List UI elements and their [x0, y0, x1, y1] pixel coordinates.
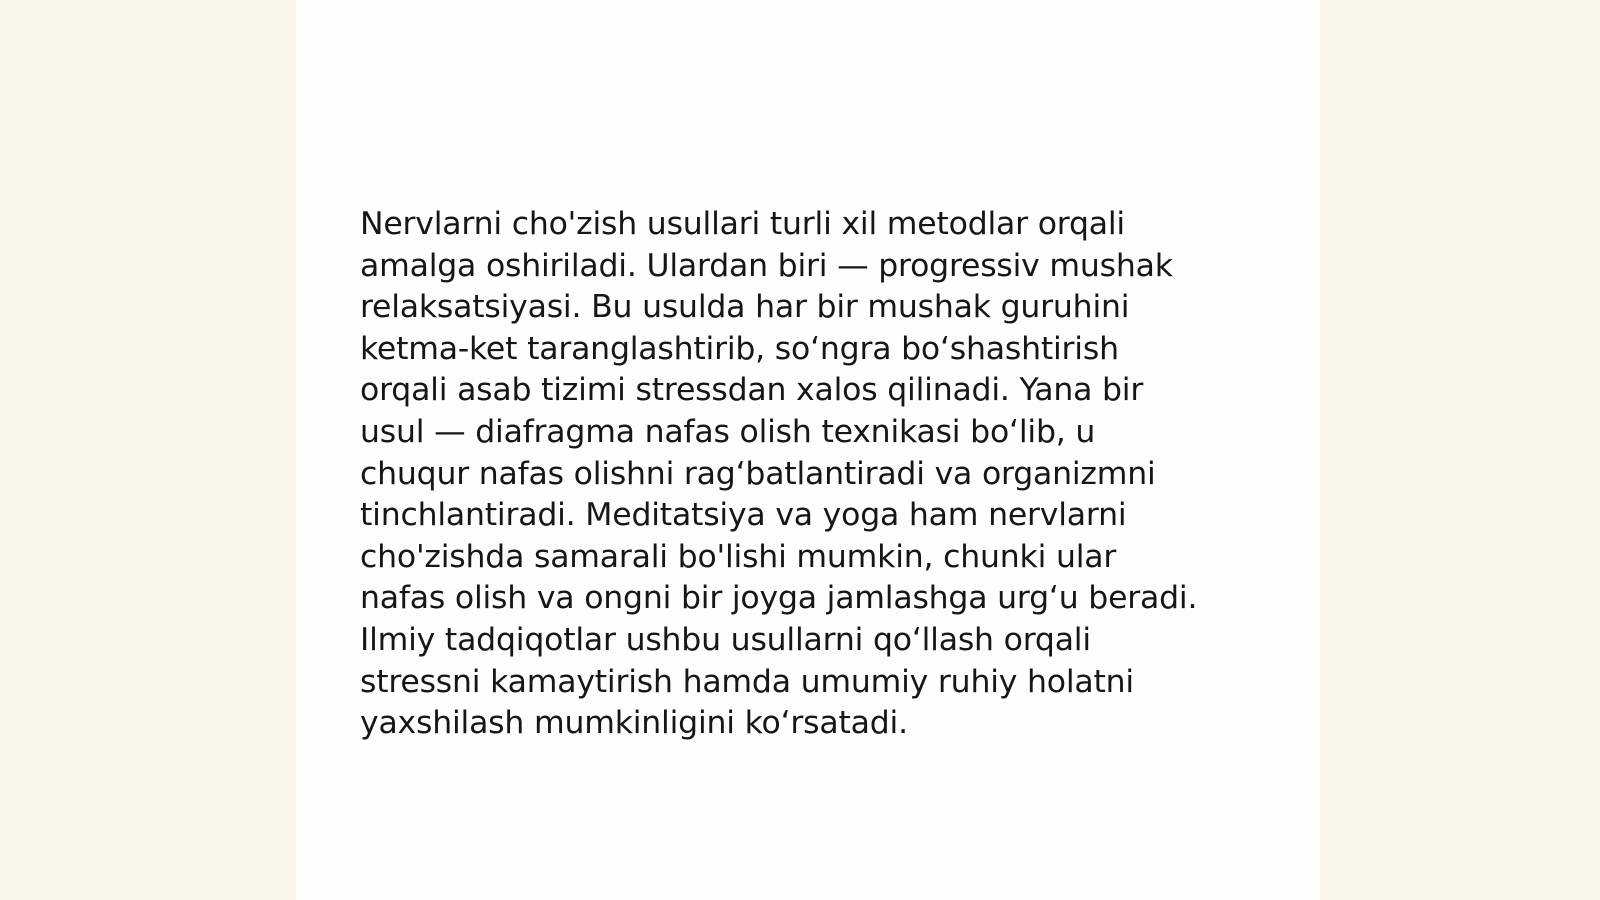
paragraph-line: Nervlarni cho'zish usullari turli xil metodlar orqali	[360, 206, 1125, 242]
paragraph-line: chuqur nafas olishni rag‘batlantiradi va organizmni	[360, 455, 1156, 492]
paragraph-line: Ilmiy tadqiqotlar ushbu usullarni qo‘llash orqali	[360, 621, 1091, 658]
body-paragraph	[360, 204, 1240, 745]
paragraph-line: stressni kamaytirish hamda umumiy ruhiy holatni	[360, 663, 1134, 700]
paragraph-line: yaxshilash mumkinligini ko‘rsatadi.	[360, 705, 908, 742]
left-background-panel	[0, 0, 296, 900]
paragraph-line: nafas olish va ongni bir joyga jamlashga urg‘u beradi.	[360, 580, 1198, 617]
paragraph-line: orqali asab tizimi stressdan xalos qilinadi. Yana bir	[360, 372, 1144, 409]
paragraph-line: ketma-ket taranglashtirib, so‘ngra bo‘shashtirish	[360, 330, 1119, 367]
paragraph-line: usul — diafragma nafas olish texnikasi bo‘lib, u	[360, 413, 1096, 450]
paragraph-line: cho'zishda samarali bo'lishi mumkin, chunki ular	[360, 538, 1117, 575]
paragraph-line: amalga oshiriladi. Ulardan biri — progressiv mushak	[360, 247, 1173, 284]
right-background-panel	[1320, 0, 1600, 900]
slide-canvas	[296, 0, 1320, 900]
paragraph-line: tinchlantiradi. Meditatsiya va yoga ham nervlarni	[360, 497, 1127, 534]
paragraph-line: relaksatsiyasi. Bu usulda har bir mushak guruhini	[360, 289, 1130, 326]
